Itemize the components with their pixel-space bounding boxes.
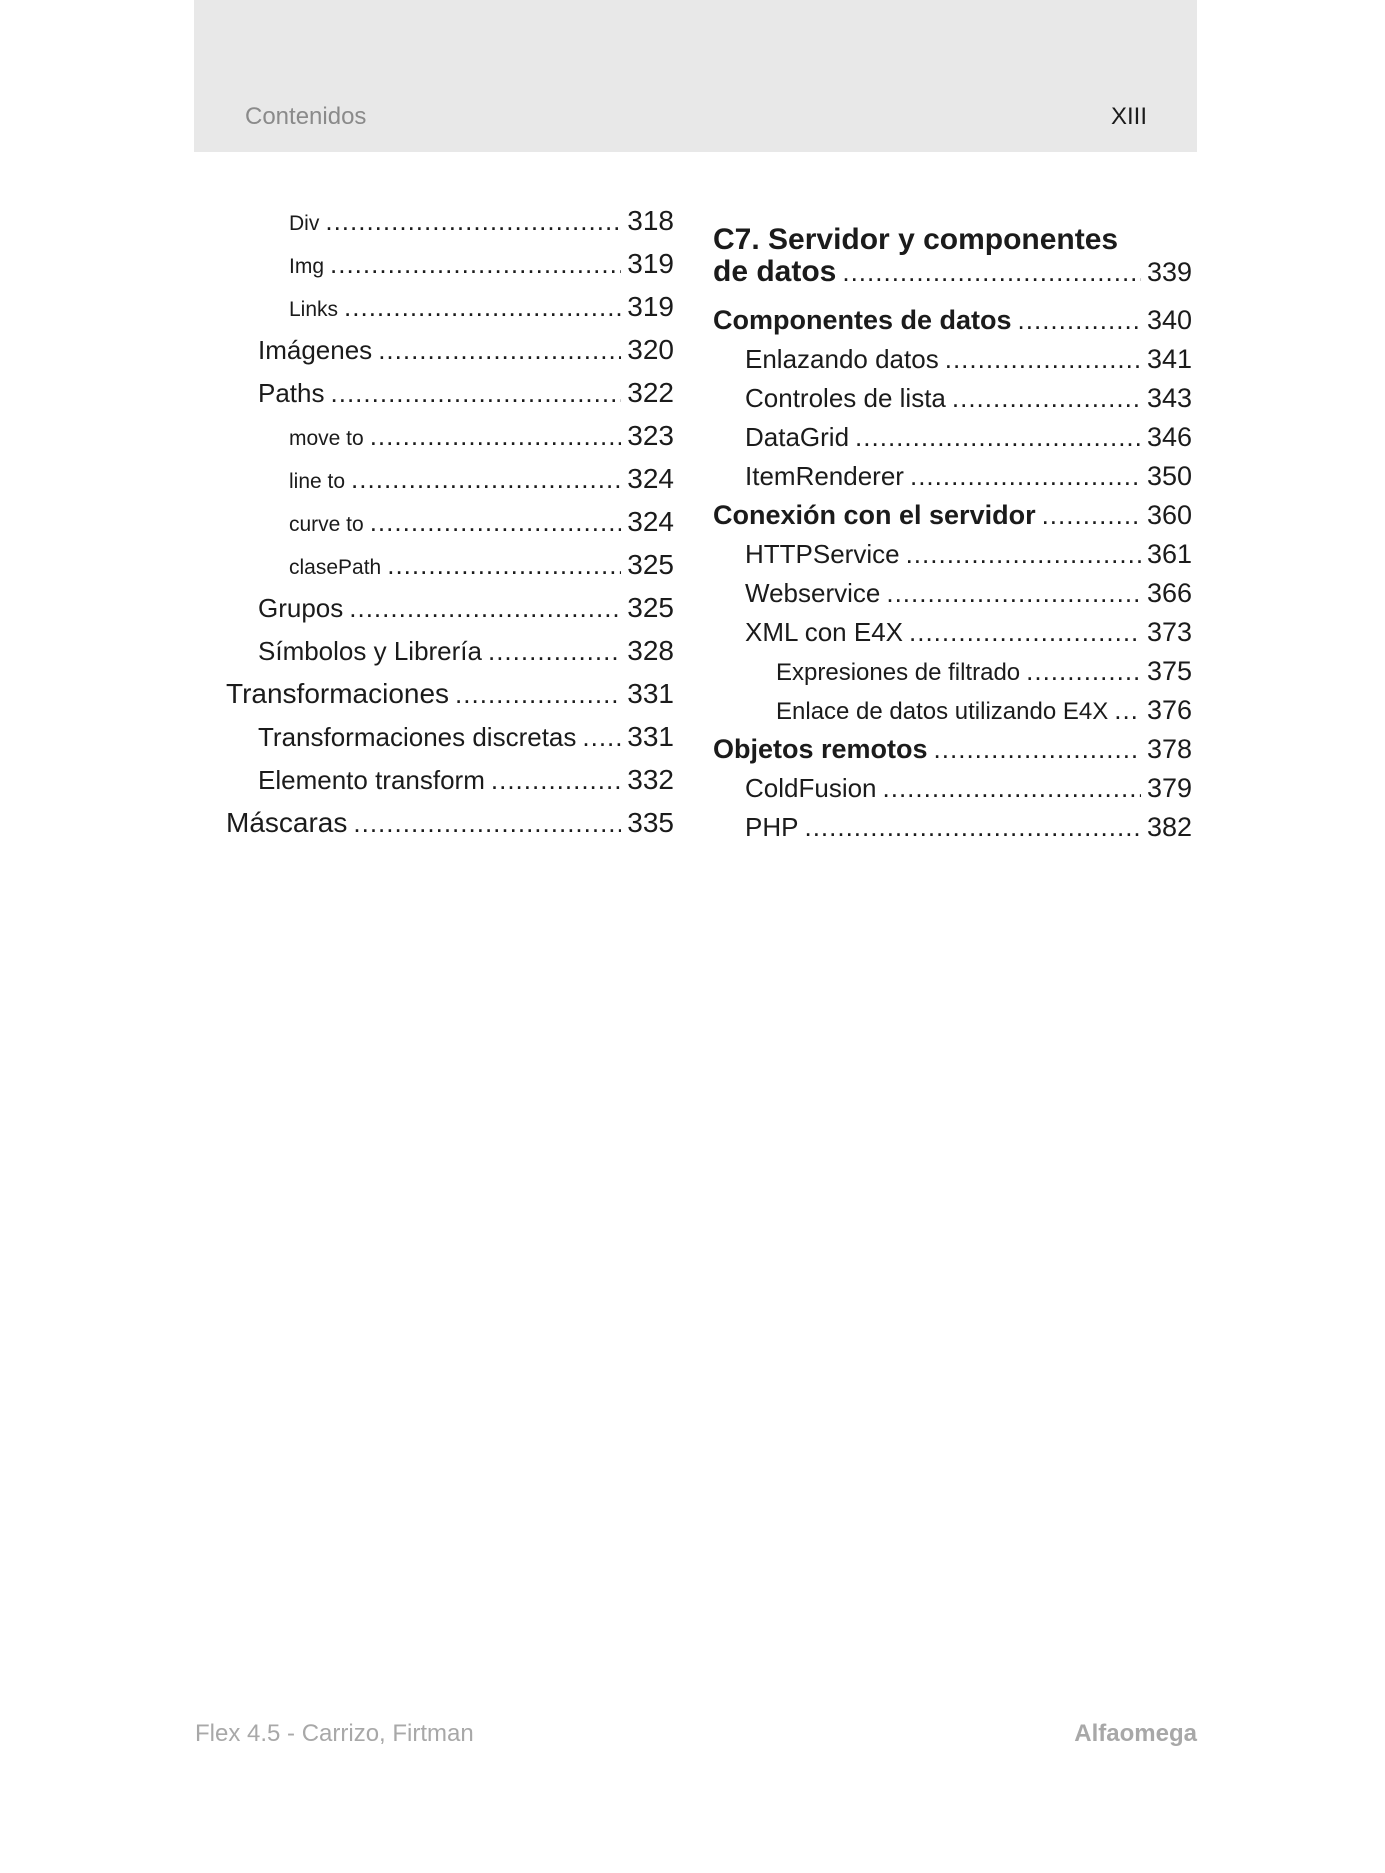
toc-entry	[713, 656, 1192, 695]
toc-entry	[226, 721, 674, 764]
toc-entry	[226, 377, 674, 420]
toc-entry	[226, 635, 674, 678]
toc-entry	[713, 617, 1192, 656]
toc-entry-page-number: 324	[627, 463, 674, 494]
toc-entry-page-number: 343	[1146, 383, 1192, 413]
toc-entry	[713, 344, 1192, 383]
toc-entry-page-number: 373	[1146, 617, 1192, 647]
toc-entry-label: line to	[289, 470, 346, 493]
leader-dots	[349, 593, 621, 624]
toc-entry	[713, 461, 1192, 500]
toc-entry-label: Componentes de datos	[713, 305, 1012, 335]
toc-entry	[713, 422, 1192, 461]
toc-entry-page-number: 382	[1146, 812, 1192, 842]
leader-dots	[351, 464, 621, 495]
leader-dots	[952, 383, 1141, 414]
toc-entry-page-number: 375	[1146, 656, 1192, 686]
leader-dots	[906, 539, 1141, 570]
leader-dots	[582, 722, 621, 753]
toc-entry-page-number: 325	[627, 592, 674, 623]
toc-entry-label: DataGrid	[745, 422, 850, 452]
leader-dots	[1114, 695, 1141, 726]
toc-entry-label: Paths	[258, 378, 325, 408]
toc-entry-page-number: 378	[1146, 734, 1192, 764]
leader-dots	[1042, 500, 1141, 531]
toc-entry-page-number: 361	[1146, 539, 1192, 569]
toc-entry	[226, 463, 674, 506]
toc-entry	[226, 248, 674, 291]
toc-entry-page-number: 324	[627, 506, 674, 537]
toc-entry-label: Webservice	[745, 578, 881, 608]
toc-entry-page-number: 366	[1146, 578, 1192, 608]
leader-dots	[491, 765, 621, 796]
toc-entry-page-number: 319	[627, 248, 674, 279]
leader-dots	[886, 578, 1141, 609]
toc-entry	[226, 334, 674, 377]
leader-dots	[455, 679, 621, 710]
toc-entry-label: curve to	[289, 513, 364, 536]
toc-entry-label: Enlace de datos utilizando E4X	[776, 698, 1109, 725]
toc-entry-label: Links	[289, 298, 339, 321]
leader-dots	[934, 734, 1141, 765]
toc-entry-label: Imágenes	[258, 335, 373, 365]
leader-dots	[910, 461, 1141, 492]
toc-entry	[226, 592, 674, 635]
toc-entry	[713, 383, 1192, 422]
toc-entry-label: Div	[289, 212, 320, 235]
toc-entry-page-number: 346	[1146, 422, 1192, 452]
leader-dots	[1026, 656, 1141, 687]
toc-entry-page-number: 376	[1146, 695, 1192, 725]
leader-dots	[353, 808, 621, 839]
leader-dots	[378, 335, 621, 366]
chapter-page-number: 339	[1146, 257, 1192, 287]
toc-entry-label: XML con E4X	[745, 617, 904, 647]
running-header-section: Contenidos	[245, 103, 367, 130]
toc-entry-label: Enlazando datos	[745, 344, 939, 374]
toc-entry	[226, 420, 674, 463]
toc-entry-page-number: 331	[627, 678, 674, 709]
leader-dots	[325, 206, 621, 237]
toc-entry	[713, 539, 1192, 578]
toc-entry	[226, 291, 674, 334]
toc-entry-label: PHP	[745, 812, 799, 842]
toc-entry	[713, 773, 1192, 812]
leader-dots	[804, 812, 1140, 843]
toc-entry-label: Objetos remotos	[713, 734, 928, 764]
toc-entry	[713, 734, 1192, 773]
toc-entry-page-number: 323	[627, 420, 674, 451]
toc-entry	[226, 506, 674, 549]
toc-right-column	[713, 225, 1192, 851]
running-header-page-number: XIII	[1110, 103, 1147, 130]
toc-entry-label: Img	[289, 255, 325, 278]
toc-entry-label: Conexión con el servidor	[713, 500, 1036, 530]
leader-dots	[488, 636, 621, 667]
toc-entry-label: HTTPService	[745, 539, 900, 569]
toc-right-entries	[713, 305, 1192, 851]
toc-entry-page-number: 379	[1146, 773, 1192, 803]
chapter-title: C7. Servidor y componentes	[713, 223, 1119, 256]
toc-entry-page-number: 360	[1146, 500, 1192, 530]
toc-entry-label: Máscaras	[226, 807, 348, 838]
toc-entry	[226, 678, 674, 721]
toc-entry	[226, 205, 674, 248]
toc-entry-label: Controles de lista	[745, 383, 946, 413]
footer-book-title: Flex 4.5 - Carrizo, Firtman	[195, 1720, 474, 1747]
toc-entry-label: Elemento transform	[258, 765, 485, 795]
toc-entry-label: Expresiones de filtrado	[776, 659, 1021, 686]
toc-entry	[713, 305, 1192, 344]
leader-dots	[344, 292, 621, 323]
toc-entry-page-number: 319	[627, 291, 674, 322]
toc-entry-label: Símbolos y Librería	[258, 636, 482, 666]
toc-entry-page-number: 318	[627, 205, 674, 236]
leader-dots	[370, 507, 622, 538]
toc-entry	[226, 807, 674, 850]
toc-entry-page-number: 350	[1146, 461, 1192, 491]
leader-dots	[370, 421, 622, 452]
leader-dots	[855, 422, 1141, 453]
leader-dots	[883, 773, 1141, 804]
toc-entry	[713, 695, 1192, 734]
footer-publisher: Alfaomega	[1074, 1720, 1197, 1747]
leader-dots	[909, 617, 1141, 648]
toc-entry-page-number: 335	[627, 807, 674, 838]
toc-entry	[713, 578, 1192, 617]
leader-dots	[945, 344, 1141, 375]
toc-entry	[226, 764, 674, 807]
leader-dots	[331, 378, 622, 409]
toc-entry-label: ColdFusion	[745, 773, 877, 803]
toc-entry-label: move to	[289, 427, 364, 450]
toc-entry-page-number: 331	[627, 721, 674, 752]
toc-entry-page-number: 328	[627, 635, 674, 666]
toc-entry-page-number: 325	[627, 549, 674, 580]
toc-entry	[713, 812, 1192, 851]
leader-dots	[842, 257, 1141, 288]
toc-entry-label: Transformaciones	[226, 678, 450, 709]
toc-entry-label: Transformaciones discretas	[258, 722, 577, 752]
toc-entry-label: Grupos	[258, 593, 344, 623]
leader-dots	[387, 550, 621, 581]
toc-left-column	[226, 205, 674, 850]
toc-entry-label: clasePath	[289, 556, 382, 579]
toc-entry	[226, 549, 674, 592]
leader-dots	[1018, 305, 1141, 336]
toc-entry-page-number: 340	[1146, 305, 1192, 335]
toc-entry-page-number: 332	[627, 764, 674, 795]
leader-dots	[330, 249, 621, 280]
toc-entry-label: ItemRenderer	[745, 461, 904, 491]
chapter-entry	[713, 255, 1192, 305]
chapter-title-line2: de datos	[713, 255, 837, 288]
toc-entry-page-number: 322	[627, 377, 674, 408]
toc-entry	[713, 500, 1192, 539]
toc-entry-page-number: 320	[627, 334, 674, 365]
toc-entry-page-number: 341	[1146, 344, 1192, 374]
